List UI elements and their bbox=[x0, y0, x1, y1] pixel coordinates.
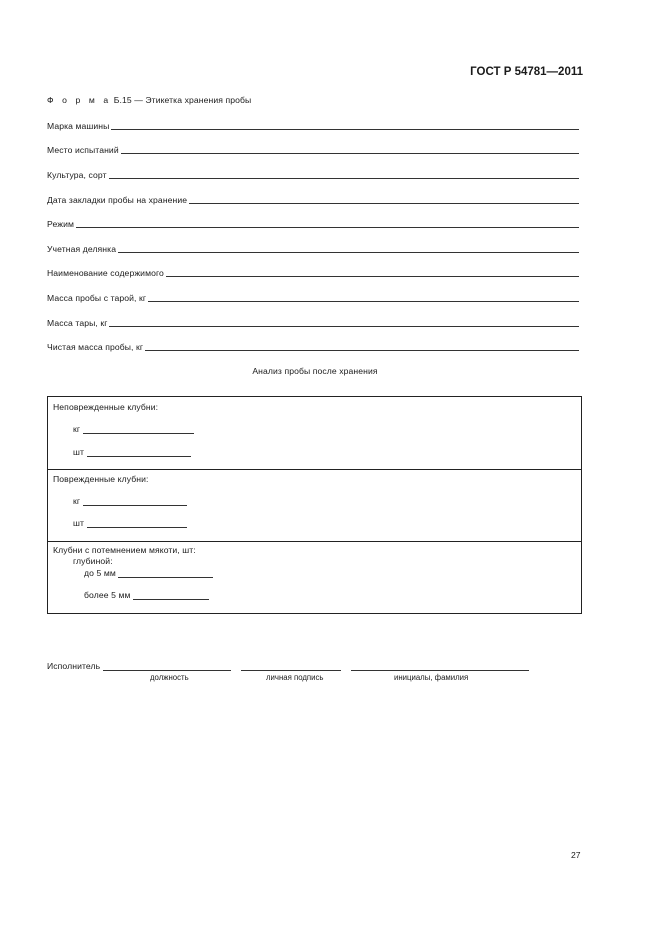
name-line bbox=[351, 661, 529, 671]
field-fill-line bbox=[111, 129, 579, 130]
position-line bbox=[103, 661, 231, 671]
field-label: Место испытаний bbox=[47, 145, 119, 155]
unit-label: шт bbox=[73, 518, 85, 528]
document-number: ГОСТ Р 54781—2011 bbox=[470, 66, 583, 78]
field-gross-mass bbox=[47, 291, 579, 303]
fill-line bbox=[87, 518, 187, 528]
field-fill-line bbox=[76, 227, 579, 228]
fill-line bbox=[133, 590, 209, 600]
field-label: Масса пробы с тарой, кг bbox=[47, 293, 147, 303]
field-fill-line bbox=[145, 350, 579, 351]
field-plot bbox=[47, 242, 579, 254]
field-test-location bbox=[47, 143, 579, 155]
depth-range-label: до 5 мм bbox=[84, 568, 116, 578]
signature-caption: личная подпись bbox=[266, 673, 324, 682]
field-label: Учетная делянка bbox=[47, 244, 117, 254]
unit-label: шт bbox=[73, 447, 85, 457]
field-machine-brand bbox=[47, 119, 579, 131]
field-storage-date bbox=[47, 193, 579, 205]
fill-line bbox=[83, 496, 187, 506]
field-mode bbox=[47, 217, 579, 229]
form-label: Ф о р м а bbox=[47, 95, 112, 105]
field-fill-line bbox=[189, 203, 579, 204]
field-label: Марка машины bbox=[47, 121, 110, 131]
field-tare-mass bbox=[47, 316, 579, 328]
field-label: Культура, сорт bbox=[47, 170, 107, 180]
field-label: Масса тары, кг bbox=[47, 318, 108, 328]
undamaged-tubers-cell bbox=[48, 397, 581, 470]
damaged-tubers-cell bbox=[48, 469, 581, 542]
name-caption: инициалы, фамилия bbox=[394, 673, 469, 682]
field-net-mass bbox=[47, 340, 579, 352]
darkened-flesh-title: Клубни с потемнением мякоти, шт: bbox=[53, 545, 196, 555]
analysis-title: Анализ пробы после хранения bbox=[252, 366, 378, 376]
damaged-kg-row bbox=[73, 496, 187, 506]
field-label: Режим bbox=[47, 219, 74, 229]
depth-over5-row bbox=[84, 590, 209, 600]
field-label: Чистая масса пробы, кг bbox=[47, 342, 144, 352]
field-fill-line bbox=[109, 326, 579, 327]
field-label: Наименование содержимого bbox=[47, 268, 164, 278]
field-fill-line bbox=[118, 252, 579, 253]
fill-line bbox=[87, 447, 191, 457]
analysis-table bbox=[47, 396, 582, 614]
depth-upto5-row bbox=[84, 568, 213, 578]
signature-line bbox=[241, 661, 341, 671]
signature-label: Исполнитель bbox=[47, 661, 101, 671]
field-label: Дата закладки пробы на хранение bbox=[47, 195, 188, 205]
page-number: 27 bbox=[571, 850, 581, 860]
field-fill-line bbox=[148, 301, 579, 302]
undamaged-pcs-row bbox=[73, 447, 191, 457]
position-caption: должность bbox=[150, 673, 189, 682]
field-fill-line bbox=[121, 153, 579, 154]
damaged-tubers-title: Поврежденные клубни: bbox=[53, 474, 149, 484]
unit-label: кг bbox=[73, 496, 81, 506]
unit-label: кг bbox=[73, 424, 81, 434]
fill-line bbox=[118, 568, 213, 578]
damaged-pcs-row bbox=[73, 518, 187, 528]
field-fill-line bbox=[109, 178, 579, 179]
form-caption: Б.15 — Этикетка хранения пробы bbox=[111, 95, 252, 105]
darkened-flesh-cell bbox=[48, 541, 581, 614]
field-crop-variety bbox=[47, 168, 579, 180]
form-title bbox=[47, 95, 251, 105]
field-contents-name bbox=[47, 266, 579, 278]
depth-range-label: более 5 мм bbox=[84, 590, 131, 600]
signature-block bbox=[47, 661, 529, 671]
fill-line bbox=[83, 424, 194, 434]
depth-label: глубиной: bbox=[73, 556, 113, 566]
undamaged-tubers-title: Неповрежденные клубни: bbox=[53, 402, 159, 412]
undamaged-kg-row bbox=[73, 424, 194, 434]
field-fill-line bbox=[166, 276, 579, 277]
